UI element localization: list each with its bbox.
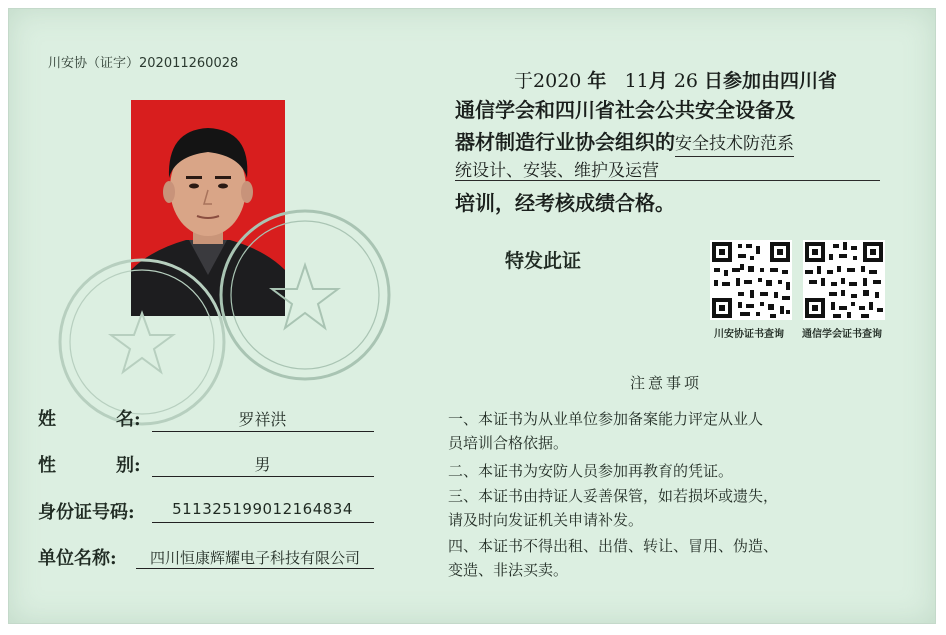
note-line: 员培训合格依据。 bbox=[448, 434, 569, 452]
course-name-part-2: 统设计、安装、维护及运营 bbox=[455, 161, 659, 181]
id-number-label: 身份证号码: bbox=[38, 502, 135, 523]
gender-underline bbox=[152, 476, 374, 477]
qr-label-comm-society: 通信学会证书查询 bbox=[802, 329, 882, 340]
id-photo bbox=[131, 100, 285, 316]
special-issue-text: 特发此证 bbox=[505, 250, 582, 272]
statement-line-5: 培训，经考核成绩合格。 bbox=[455, 191, 675, 215]
gender-value: 男 bbox=[254, 455, 271, 474]
course-name-part-1: 安全技术防范系 bbox=[675, 134, 794, 157]
id-number-value: 511325199012164834 bbox=[172, 500, 353, 518]
organization-value: 四川恒康辉耀电子科技有限公司 bbox=[149, 549, 360, 567]
name-value: 罗祥洪 bbox=[238, 410, 287, 429]
note-line: 三、本证书由持证人妥善保管，如若损坏或遗失， bbox=[448, 487, 779, 505]
qr-code-anxie bbox=[710, 240, 792, 320]
statement-line-2: 通信学会和四川省社会公共安全设备及 bbox=[455, 98, 795, 122]
organization-label: 单位名称: bbox=[38, 548, 117, 569]
id-number-underline bbox=[152, 522, 374, 523]
name-label: 姓 名: bbox=[38, 409, 141, 430]
gender-label: 性 别: bbox=[38, 455, 141, 476]
statement-line-3: 器材制造行业协会组织的安全技术防范系 bbox=[455, 126, 794, 155]
note-line: 请及时向发证机关申请补发。 bbox=[448, 511, 644, 529]
notes-title: 注意事项 bbox=[630, 374, 703, 392]
note-line: 四、本证书不得出租、出借、转让、冒用、伪造、 bbox=[448, 537, 779, 555]
certificate-number: 川安协（证字）202011260028 bbox=[48, 56, 239, 71]
qr-label-anxie: 川安协证书查询 bbox=[714, 329, 784, 340]
name-underline bbox=[152, 431, 374, 432]
organization-underline bbox=[136, 568, 374, 569]
statement-line-1: 于2020 年 11月 26 日参加由四川省 bbox=[514, 70, 838, 92]
note-line: 一、本证书为从业单位参加备案能力评定从业人 bbox=[448, 410, 764, 428]
note-line: 变造、非法买卖。 bbox=[448, 561, 569, 579]
note-line: 二、本证书为安防人员参加再教育的凭证。 bbox=[448, 462, 734, 480]
qr-code-comm-society bbox=[803, 240, 885, 320]
course-underline bbox=[455, 180, 880, 181]
